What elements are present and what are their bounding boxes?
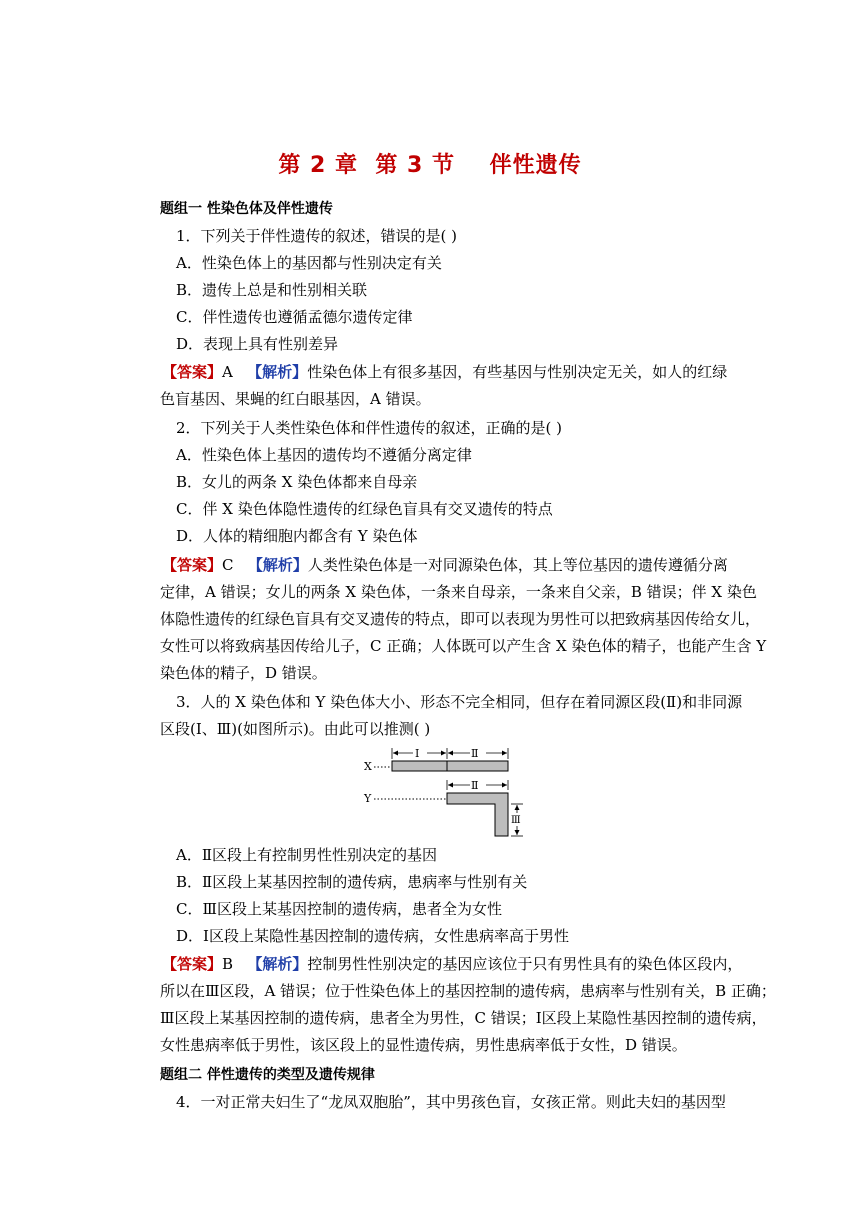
- q2-option-d: D．人体的精细胞内都含有 Y 染色体: [176, 527, 418, 545]
- q4-stem: 4．一对正常夫妇生了“龙凤双胞胎”，其中男孩色盲，女孩正常。则此夫妇的基因型: [176, 1093, 726, 1111]
- chromosome-figure: [355, 742, 535, 838]
- x-chromosome: [392, 761, 508, 771]
- answer-value: C: [222, 556, 234, 574]
- page-title: 第 2 章 第 3 节 伴性遗传: [278, 153, 582, 178]
- q2-explain-line-4: 女性可以将致病基因传给儿子，C 正确；人体既可以产生含 X 染色体的精子，也能产生含 Y: [160, 637, 767, 655]
- q3-explain-line-2: 所以在Ⅲ区段，A 错误；位于性染色体上的基因控制的遗传病，患病率与性别有关，B 正确；: [160, 982, 776, 1000]
- q2-stem: 2．下列关于人类性染色体和伴性遗传的叙述，正确的是( ): [176, 419, 563, 437]
- segment-3-label: Ⅲ: [511, 815, 521, 826]
- q1-explain-line-2: 色盲基因、果蝇的红白眼基因，A 错误。: [160, 390, 431, 408]
- y-chromosome-label: Y: [364, 792, 372, 805]
- q3-stem-line-1: 3．人的 X 染色体和 Y 染色体大小、形态不完全相同，但存在着同源区段(Ⅱ)和非同源: [176, 693, 743, 711]
- answer-value: B: [222, 955, 234, 973]
- q2-explain-line-5: 染色体的精子，D 错误。: [160, 664, 327, 682]
- q2-answer-line: [162, 556, 728, 574]
- segment-2-label-y: Ⅱ: [471, 779, 479, 792]
- q3-option-c: C．Ⅲ区段上某基因控制的遗传病，患者全为女性: [176, 900, 502, 918]
- explain-tag: 【解析】: [247, 955, 308, 973]
- group-heading-1: 题组一 性染色体及伴性遗传: [160, 201, 333, 217]
- explain-text: 控制男性性别决定的基因应该位于只有男性具有的染色体区段内，: [307, 955, 743, 973]
- q2-explain-line-3: 体隐性遗传的红绿色盲具有交叉遗传的特点，即可以表现为男性可以把致病基因传给女儿，: [160, 610, 761, 628]
- q3-option-a: A．Ⅱ区段上有控制男性性别决定的基因: [176, 846, 438, 864]
- q2-option-c: C．伴 X 染色体隐性遗传的红绿色盲具有交叉遗传的特点: [176, 500, 553, 518]
- y-chromosome: [447, 793, 508, 836]
- x-chromosome-label: X: [364, 760, 372, 773]
- segment-1-label: Ⅰ: [415, 747, 420, 760]
- q2-explain-line-2: 定律，A 错误；女儿的两条 X 染色体，一条来自母亲，一条来自父亲，B 错误；伴 X 染色: [160, 583, 757, 601]
- q3-stem-line-2: 区段(Ⅰ、Ⅲ)(如图所示)。由此可以推测( ): [160, 720, 431, 738]
- answer-tag: 【答案】: [162, 955, 223, 973]
- q1-answer-line: [162, 363, 727, 381]
- q2-option-a: A．性染色体上基因的遗传均不遵循分离定律: [176, 446, 472, 464]
- q3-answer-line: [162, 955, 742, 973]
- explain-tag: 【解析】: [247, 556, 308, 574]
- q3-option-b: B．Ⅱ区段上某基因控制的遗传病，患病率与性别有关: [176, 873, 528, 891]
- explain-text: 人类性染色体是一对同源染色体，其上等位基因的遗传遵循分离: [307, 556, 728, 574]
- q1-option-b: B．遗传上总是和性别相关联: [176, 281, 368, 299]
- answer-value: A: [222, 363, 233, 381]
- q1-option-c: C．伴性遗传也遵循孟德尔遗传定律: [176, 308, 413, 326]
- q1-option-d: D．表现上具有性别差异: [176, 335, 339, 353]
- q2-option-b: B．女儿的两条 X 染色体都来自母亲: [176, 473, 418, 491]
- answer-tag: 【答案】: [162, 363, 223, 381]
- explain-tag: 【解析】: [247, 363, 308, 381]
- q3-explain-line-3: Ⅲ区段上某基因控制的遗传病，患者全为男性，C 错误；Ⅰ区段上某隐性基因控制的遗传病，: [160, 1009, 767, 1027]
- q1-option-a: A．性染色体上的基因都与性别决定有关: [176, 254, 442, 272]
- answer-tag: 【答案】: [162, 556, 223, 574]
- q3-option-d: D．Ⅰ区段上某隐性基因控制的遗传病，女性患病率高于男性: [176, 927, 569, 945]
- explain-text: 性染色体上有很多基因，有些基因与性别决定无关，如人的红绿: [307, 363, 728, 381]
- q3-explain-line-4: 女性患病率低于男性，该区段上的显性遗传病，男性患病率低于女性，D 错误。: [160, 1036, 687, 1054]
- q1-stem: 1．下列关于伴性遗传的叙述，错误的是( ): [176, 227, 458, 245]
- segment-2-label-x: Ⅱ: [471, 747, 479, 760]
- group-heading-2: 题组二 伴性遗传的类型及遗传规律: [160, 1067, 375, 1083]
